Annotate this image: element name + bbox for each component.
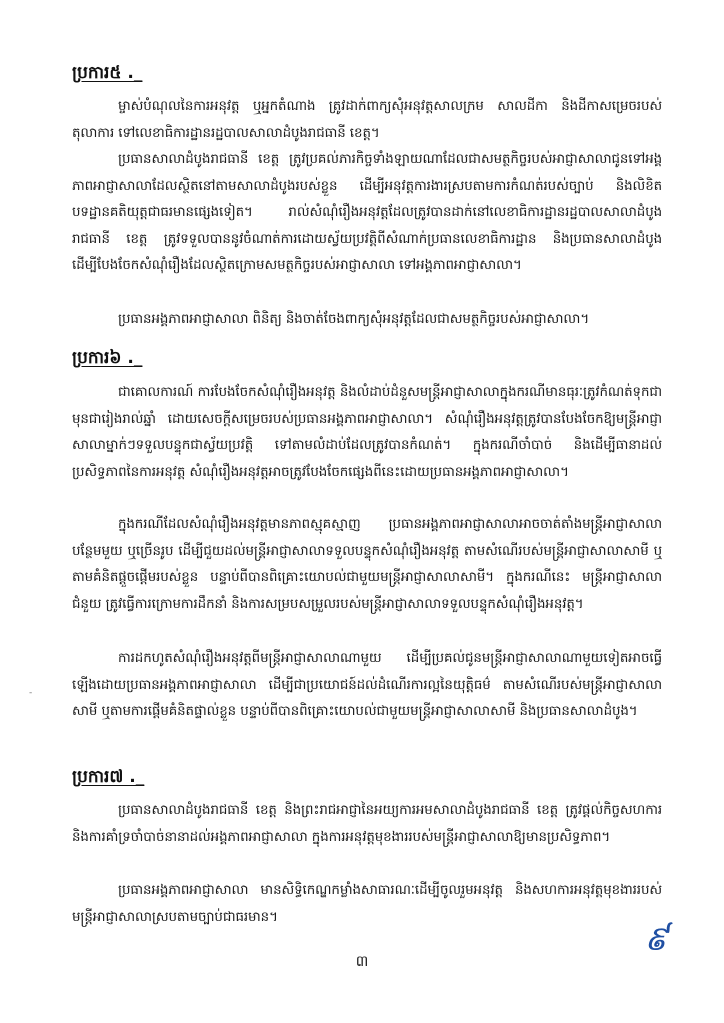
article-7-paragraph-2: ប្រធានអង្គភាពអាជ្ញាសាលា មានសិទ្ធិកេណ្ឌកម្លាំងសាធារណៈដើម្បីចូលរួមអនុវត្ត និងសហការអនុវត្តមុខងាររបស់មន្ត្រីអាជ្ញាសាលាស្របតាមច្បាប់ជាធរមាន។ xyxy=(72,883,662,925)
article-6-paragraph-2: ក្នុងករណីដែលសំណុំរឿងអនុវត្តមានភាពស្មុគស្មាញ ប្រធានអង្គភាពអាជ្ញាសាលាអាចចាត់តាំងមន្ត្រីអាជ្ញាសាលាបន្ថែមមួយ ឬច្រើនរូប ដើម្បីជួយដល់មន្ត្រីអាជ្ញាសាលាទទួលបន្ទុកសំណុំរឿងអនុវត្ត តាមសំណើរបស់មន្ត្រីអាជ្ញាសាលាសាមី ឬតាមគំនិតផ្តួចផ្តើមរបស់ខ្លួន បន្ទាប់ពីបានពិគ្រោះយោបល់ជាមួយមន្ត្រីអាជ្ញាសាលាសាមី។ ក្នុងករណីនេះ មន្ត្រីអាជ្ញាសាលាជំនួយ ត្រូវធ្វើការក្រោមការដឹកនាំ និងការសម្របសម្រួលរបស់មន្ត្រីអាជ្ញាសាលាទទួលបន្ទុកសំណុំរឿងអនុវត្ត។ xyxy=(72,517,662,612)
article-5-paragraph-2: ប្រធានសាលាដំបូងរាជធានី ខេត្ត ត្រូវប្រគល់ភារកិច្ចទាំងឡាយណាដែលជាសមត្ថកិច្ចរបស់អាជ្ញាសាលាជូនទៅអង្គភាពអាជ្ញាសាលាដែលស្ថិតនៅតាមសាលាដំបូងរបស់ខ្លួន ដើម្បីអនុវត្តការងារស្របតាមការកំណត់របស់ច្បាប់ និងលិខិតបទដ្ឋានគតិយុត្តជាធរមានផ្សេងទៀត។ រាល់សំណុំរឿងអនុវត្តដែលត្រូវបានដាក់នៅលេខាធិការដ្ឋានរដ្ឋបាលសាលាដំបូងរាជធានី ខេត្ត ត្រូវទទួលបាននូវចំណាត់ការដោយស្វ័យប្រវត្តិពីសំណាក់ប្រធានលេខាធិការដ្ឋាន និងប្រធានសាលាដំបូង ដើម្បីបែងចែកសំណុំរឿងដែលស្ថិតក្រោមសមត្ថកិច្ចរបស់អាជ្ញាសាលា ទៅអង្គភាពអាជ្ញាសាលា។ xyxy=(72,152,662,274)
article-5-paragraph-3: ប្រធានអង្គភាពអាជ្ញាសាលា ពិនិត្យ និងចាត់ចែងពាក្យសុំអនុវត្តដែលជាសមត្ថកិច្ចរបស់អាជ្ញាសាលា។ xyxy=(118,312,590,327)
margin-mark: - xyxy=(29,688,33,698)
article-5-paragraph-1: ម្ចាស់បំណុលនៃការអនុវត្ត ឬអ្នកតំណាង ត្រូវដាក់ពាក្យសុំអនុវត្តសាលក្រម សាលដីកា និងដីកាសម្រេចរបស់តុលាការ ទៅលេខាធិការដ្ឋានរដ្ឋបាលសាលាដំបូងរាជធានី ខេត្ត។ xyxy=(72,99,662,141)
handwritten-mark: ៩ xyxy=(644,919,669,959)
article-5-heading: ប្រការ៥ ._ xyxy=(72,63,143,83)
article-7-paragraph-1: ប្រធានសាលាដំបូងរាជធានី ខេត្ត និងព្រះរាជអាជ្ញានៃអយ្យការអមសាលាដំបូងរាជធានី ខេត្ត ត្រូវផ្តល់កិច្ចសហការ និងការគាំទ្រចាំបាច់នានាដល់អង្គភាពអាជ្ញាសាលា ក្នុងការអនុវត្តមុខងាររបស់មន្ត្រីអាជ្ញាសាលាឱ្យមានប្រសិទ្ធភាព។ xyxy=(72,803,662,845)
article-6-paragraph-3: ការដកហូតសំណុំរឿងអនុវត្តពីមន្ត្រីអាជ្ញាសាលាណាមួយ ដើម្បីប្រគល់ជូនមន្ត្រីអាជ្ញាសាលាណាមួយទៀតអាចធ្វើឡើងដោយប្រធានអង្គភាពអាជ្ញាសាលា ដើម្បីជាប្រយោជន៍ដល់ដំណើរការល្អនៃយុត្តិធម៌ តាមសំណើរបស់មន្ត្រីអាជ្ញាសាលាសាមី ឬតាមការផ្តើមគំនិតផ្ទាល់ខ្លួន បន្ទាប់ពីបានពិគ្រោះយោបល់ជាមួយមន្ត្រីអាជ្ញាសាលាសាមី និងប្រធានសាលាដំបូង។ xyxy=(72,651,662,720)
article-6-heading: ប្រការ៦ ._ xyxy=(72,348,143,368)
article-6-paragraph-1: ជាគោលការណ៍ ការបែងចែកសំណុំរឿងអនុវត្ត និងលំដាប់ដំនួសមន្ត្រីអាជ្ញាសាលាក្នុងករណីមានធុរៈត្រូវកំណត់ទុកជាមុនជារៀងរាល់ឆ្នាំ ដោយសេចក្តីសម្រេចរបស់ប្រធានអង្គភាពអាជ្ញាសាលា។ សំណុំរឿងអនុវត្តត្រូវបានបែងចែកឱ្យមន្ត្រីអាជ្ញាសាលាម្នាក់ៗទទួលបន្ទុកជាស្វ័យប្រវត្តិ ទៅតាមលំដាប់ដែលត្រូវបានកំណត់។ ក្នុងករណីចាំបាច់ និងដើម្បីធានាដល់ប្រសិទ្ធភាពនៃការអនុវត្ត សំណុំរឿងអនុវត្តអាចត្រូវបែងចែកផ្សេងពីនេះដោយប្រធានអង្គភាពអាជ្ញាសាលា។ xyxy=(72,385,662,480)
article-7-heading: ប្រការ៧ ._ xyxy=(72,767,145,787)
page-number: ៣ xyxy=(355,952,369,970)
